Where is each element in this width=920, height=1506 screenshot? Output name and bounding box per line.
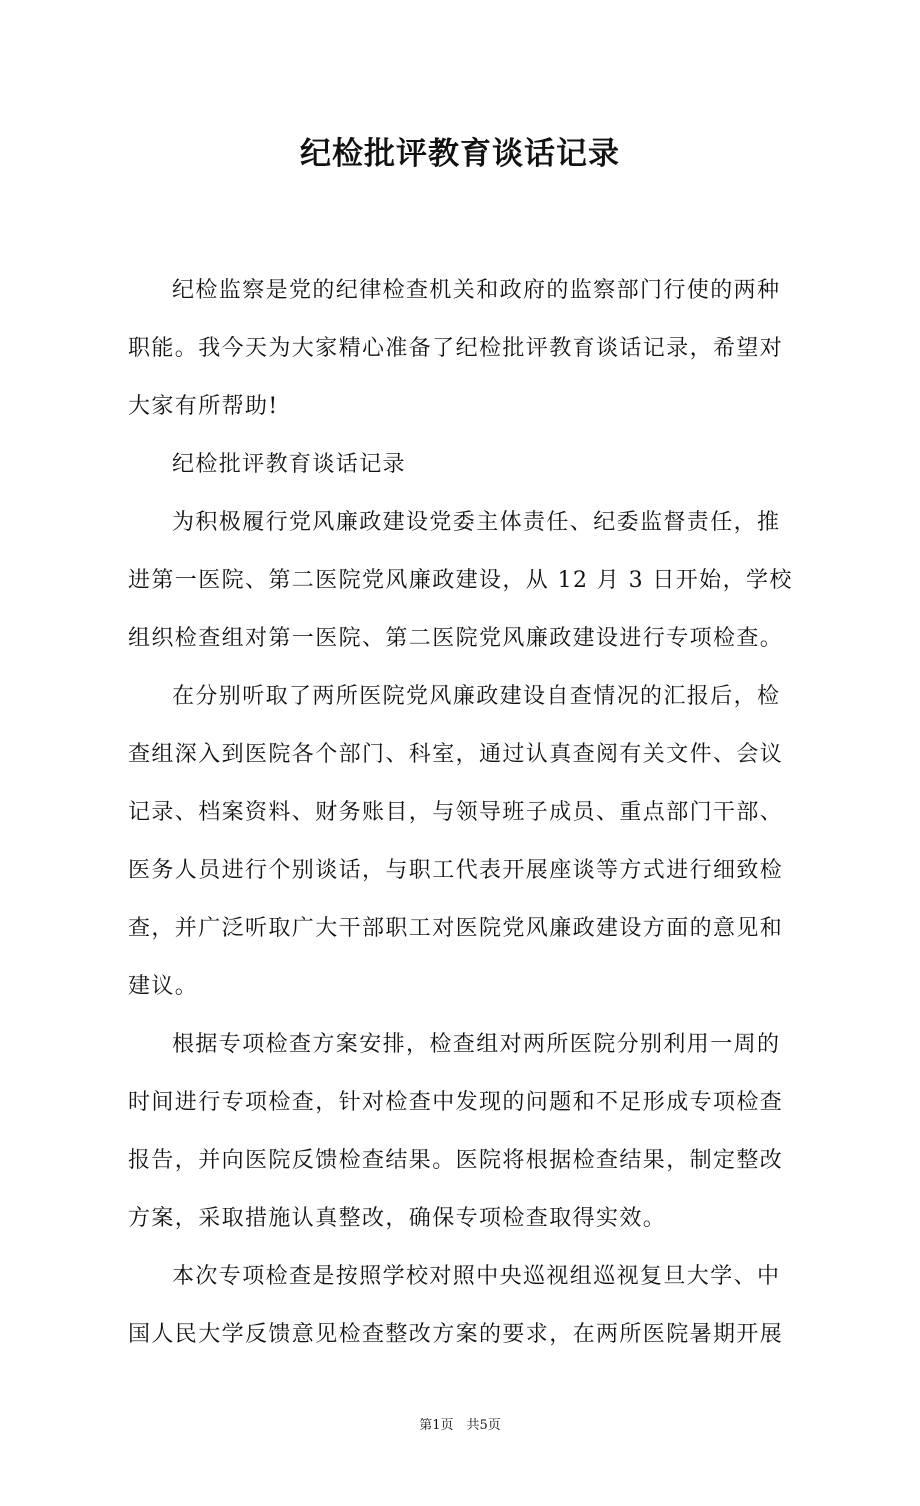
paragraph <box>128 262 792 436</box>
paragraph-line: 进第一医院、第二医院党风廉政建设，从 12 月 3 日开始，学校 <box>128 568 793 593</box>
paragraph-line: 在分别听取了两所医院党风廉政建设自查情况的汇报后，检 <box>172 684 781 709</box>
paragraph-line: 纪检监察是党的纪律检查机关和政府的监察部门行使的两种 <box>172 278 781 303</box>
paragraph-line: 时间进行专项检查，针对检查中发现的问题和不足形成专项检查 <box>128 1090 784 1115</box>
paragraph-line: 查组深入到医院各个部门、科室，通过认真查阅有关文件、会议 <box>128 742 784 767</box>
paragraph <box>128 1016 792 1248</box>
paragraph-line: 报告，并向医院反馈检查结果。医院将根据检查结果，制定整改 <box>128 1148 784 1173</box>
paragraph-line: 纪检批评教育谈话记录 <box>172 452 407 477</box>
paragraph-line: 方案，采取措施认真整改，确保专项检查取得实效。 <box>128 1206 667 1231</box>
paragraph-line: 国人民大学反馈意见检查整改方案的要求，在两所医院暑期开展 <box>128 1322 784 1347</box>
page-footer: 第1页 共5页 <box>419 1418 501 1433</box>
paragraph <box>128 668 792 1016</box>
paragraph-line: 职能。我今天为大家精心准备了纪检批评教育谈话记录，希望对 <box>128 336 784 361</box>
paragraph-line: 查，并广泛听取广大干部职工对医院党风廉政建设方面的意见和 <box>128 916 784 941</box>
paragraph-line: 组织检查组对第一医院、第二医院党风廉政建设进行专项检查。 <box>128 626 784 651</box>
paragraph-line: 本次专项检查是按照学校对照中央巡视组巡视复旦大学、中 <box>172 1264 781 1289</box>
paragraph-line: 建议。 <box>128 974 199 999</box>
paragraph-line: 为积极履行党风廉政建设党委主体责任、纪委监督责任，推 <box>172 510 781 535</box>
paragraph-line: 医务人员进行个别谈话，与职工代表开展座谈等方式进行细致检 <box>128 858 784 883</box>
paragraph-line: 根据专项检查方案安排，检查组对两所医院分别利用一周的 <box>172 1032 781 1057</box>
paragraph <box>128 494 792 668</box>
paragraph <box>128 1248 792 1364</box>
paragraph-line: 大家有所帮助! <box>128 394 279 419</box>
paragraph-line: 记录、档案资料、财务账目，与领导班子成员、重点部门干部、 <box>128 800 784 825</box>
document-body <box>128 262 792 1364</box>
document-title: 纪检批评教育谈话记录 <box>300 136 620 172</box>
paragraph <box>128 436 792 494</box>
